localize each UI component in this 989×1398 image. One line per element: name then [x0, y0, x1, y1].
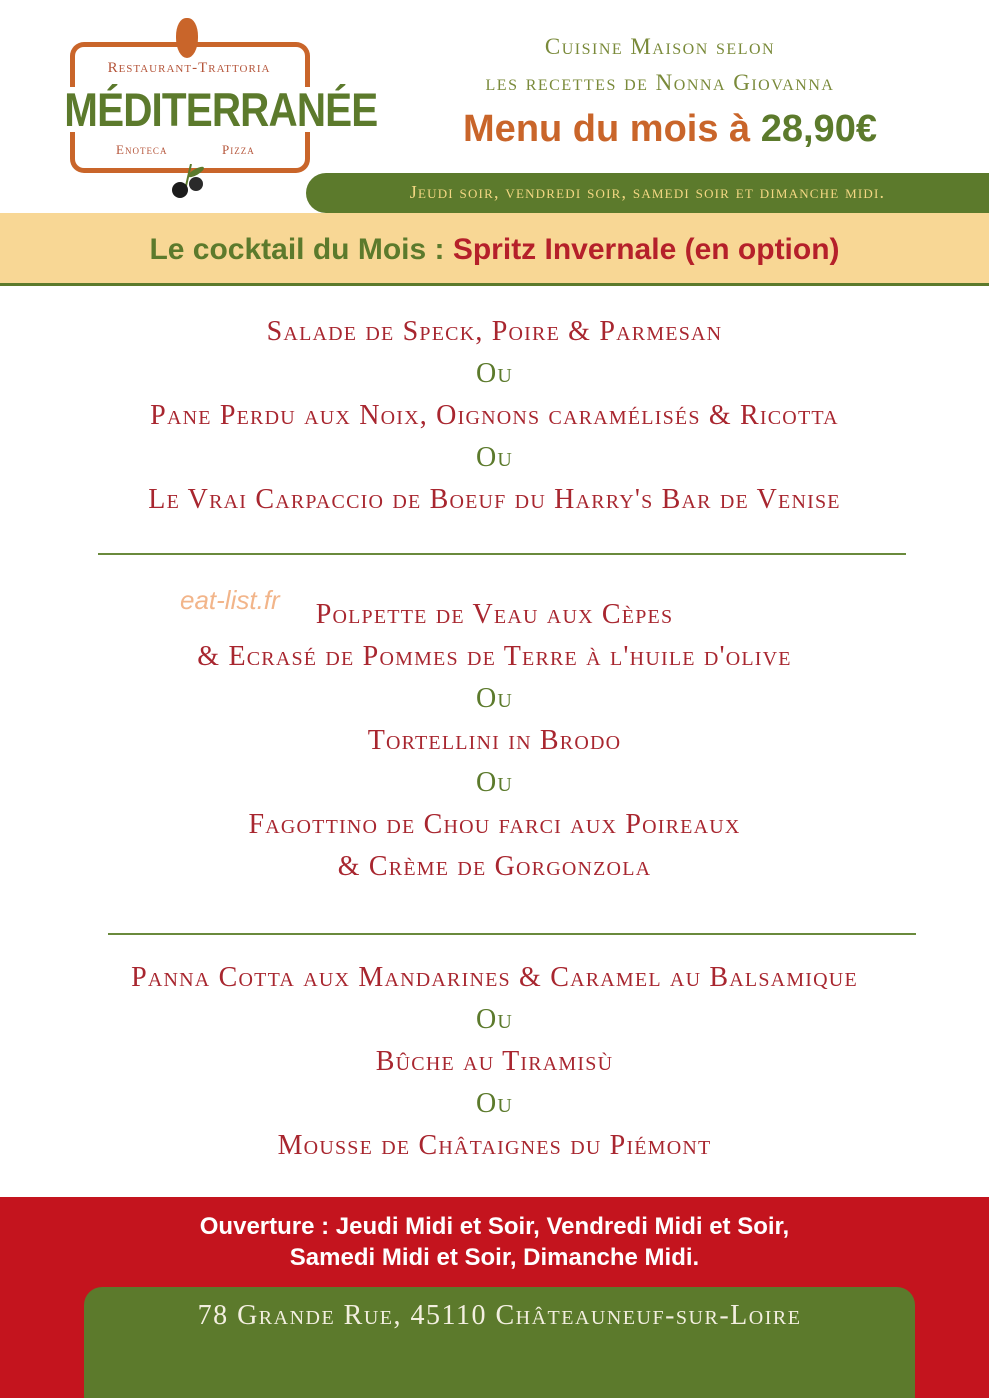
or-separator: Ou	[475, 442, 514, 473]
logo-name: MÉDITERRANÉE	[64, 83, 378, 136]
cocktail-label: Le cocktail du Mois :	[149, 233, 453, 266]
or-separator: Ou	[475, 683, 514, 714]
logo-pizza-text: Pizza	[222, 142, 255, 157]
menu-headline	[380, 108, 960, 151]
starter-item: Pane Perdu aux Noix, Oignons caramélisés & Ricotta	[150, 400, 839, 431]
dessert-item: Panna Cotta aux Mandarines & Caramel au Balsamique	[131, 962, 858, 993]
main-item: Polpette de Veau aux Cèpes	[315, 599, 674, 630]
restaurant-logo	[44, 14, 378, 204]
dessert-item: Bûche au Tiramisù	[375, 1046, 614, 1077]
menu-price: 28,90€	[760, 108, 877, 150]
main-item: Tortellini in Brodo	[367, 725, 622, 756]
dessert-item: Mousse de Châtaignes du Piémont	[277, 1130, 712, 1161]
watermark: eat-list.fr	[180, 585, 280, 615]
cocktail-banner	[0, 213, 989, 286]
starter-item: Salade de Speck, Poire & Parmesan	[266, 316, 723, 347]
or-separator: Ou	[475, 358, 514, 389]
menu-label: Menu du mois à	[463, 108, 761, 150]
service-days-banner: Jeudi soir, vendredi soir, samedi soir et dimanche midi.	[306, 173, 989, 213]
main-item: Fagottino de Chou farci aux Poireaux	[248, 809, 741, 840]
opening-hours-line-2: Samedi Midi et Soir, Dimanche Midi.	[289, 1244, 700, 1271]
or-separator: Ou	[475, 1004, 514, 1035]
amphora-icon	[176, 18, 198, 58]
or-separator: Ou	[475, 1088, 514, 1119]
starter-item: Le Vrai Carpaccio de Boeuf du Harry's Bar de Venise	[148, 484, 841, 515]
address: 78 Grande Rue, 45110 Châteauneuf-sur-Loire	[197, 1300, 802, 1331]
tagline-line-2: les recettes de Nonna Giovanna	[485, 70, 835, 95]
or-separator: Ou	[475, 767, 514, 798]
section-divider	[98, 553, 906, 555]
cocktail-value: Spritz Invernale (en option)	[452, 233, 840, 266]
olive-branch-icon	[166, 164, 216, 200]
logo-enoteca-text: Enoteca	[116, 142, 168, 157]
logo-restaurant-text: Restaurant-Trattoria	[107, 60, 271, 76]
main-item: & Ecrasé de Pommes de Terre à l'huile d'olive	[197, 641, 792, 672]
main-item: & Crème de Gorgonzola	[337, 851, 652, 882]
opening-hours-line-1: Ouverture : Jeudi Midi et Soir, Vendredi Midi et Soir,	[199, 1213, 790, 1240]
tagline-line-1: Cuisine Maison selon	[544, 34, 776, 59]
section-divider	[108, 933, 916, 935]
